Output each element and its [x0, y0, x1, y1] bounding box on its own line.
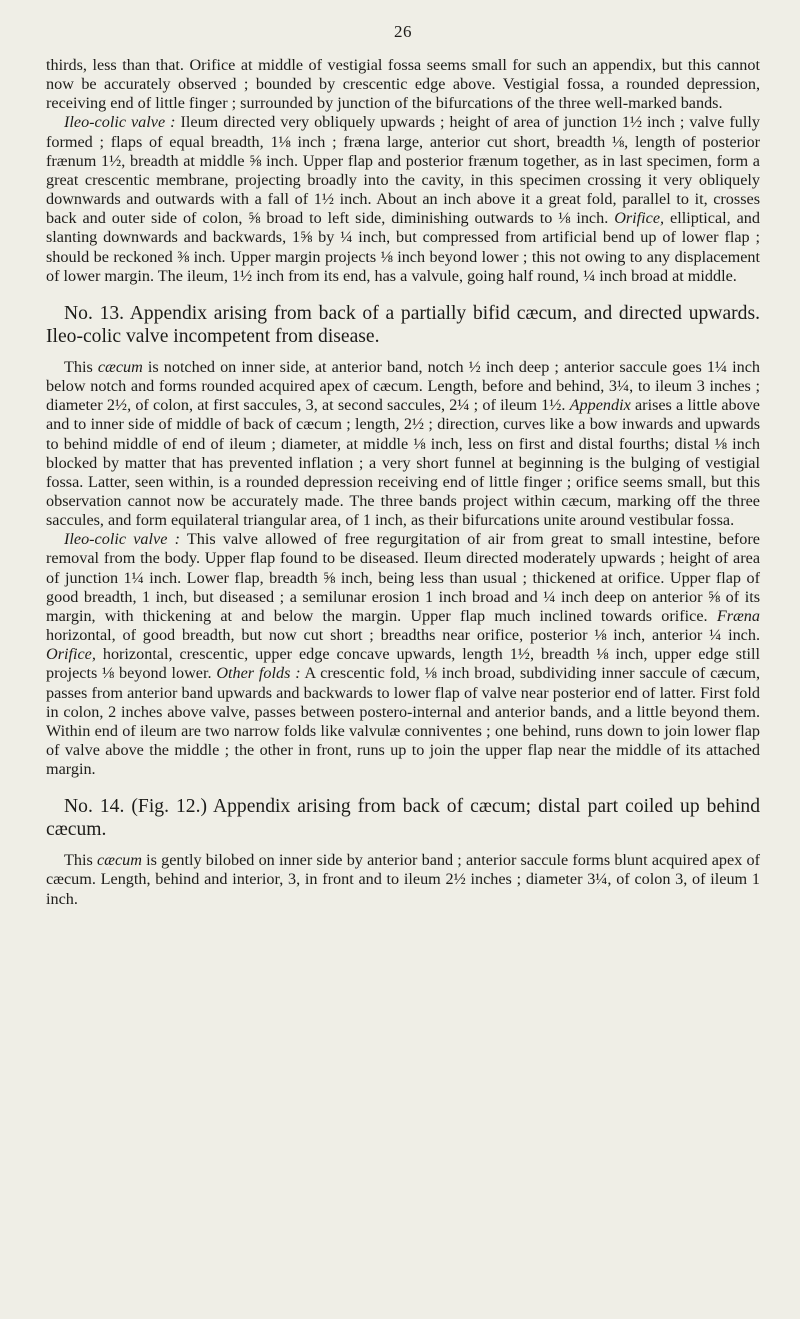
- page-number: 26: [394, 22, 412, 41]
- appendix-label: Appendix: [569, 396, 631, 415]
- paragraph-text: horizontal, of good breadth, but now cut short ; breadths near orifice, posterior ⅛ inch, anterior ¼ inch.: [46, 626, 760, 645]
- ileo-colic-valve-paragraph-13: [46, 530, 760, 779]
- paragraph-text: Ileum directed very obliquely upwards ; height of area of junction 1½ inch ; valve fully formed ; flaps of equal breadth, 1⅛ inch ; fræna large, anterior cut short, breadth ⅛, length of posterior frænum 1½, breadth at middle ⅝ inch. Upper flap and posterior frænum together, as in last specimen, form a great crescentic membrane, projecting broadly into the cavity, in this specimen crossing it very obliquely downwards and outwards with a fall of 1½ inch. About an inch above it a great fold, parallel to it, crosses back and outer side of colon, ⅝ broad to left side, diminishing outwards to ⅛ inch.: [46, 113, 760, 228]
- ileo-colic-label: Ileo-colic valve :: [64, 113, 176, 132]
- paragraph-text: arises a little above and to inner side of middle of back of cæcum ; length, 2½ ; direction, curves like a bow inwards and upwards to behind middle of end of ileum ; diameter, at middle ⅛ inch, less on first and distal fourths; distal ⅛ inch blocked by matter that has prevented inflation ; a very short funnel at beginning is the bulging of vestigial fossa. Latter, seen within, is a rounded depression receiving end of little finger ; orifice seems small, but this observation cannot now be accurately made. The three bands project within cæcum, marking off the three saccules, and form equilateral triangular area, of 1 inch, as their bifurcations unite around vestibular fossa.: [46, 396, 760, 530]
- paragraph-text: This: [64, 357, 98, 376]
- paragraph-text: This: [64, 851, 97, 870]
- orifice-label: Orifice,: [614, 209, 665, 228]
- intro-paragraph: thirds, less than that. Orifice at middle of vestigial fossa seems small for such an appendix, but this cannot now be accurately observed ; bounded by crescentic edge above. Vestigial fossa, a rounded depression, receiving end of little finger ; surrounded by junction of the bifurcations of the three well-marked bands.: [46, 56, 760, 113]
- orifice-label: Orifice,: [46, 645, 96, 664]
- paragraph-text: is gently bilobed on inner side by anterior band ; anterior saccule forms blunt acquired apex of cæcum. Length, behind and interior, 3, in front and to ileum 2½ inches ; diameter 3¼, of colon 3, of ileum 1 inch.: [46, 851, 760, 908]
- section-heading-13: No. 13. Appendix arising from back of a partially bifid cæcum, and directed upwards. Ileo-colic valve incompetent from disease.: [46, 302, 760, 347]
- ileo-colic-label: Ileo-colic valve :: [64, 530, 180, 549]
- caecum-paragraph-13: [46, 358, 760, 530]
- paragraph-text: is notched on inner side, at anterior band, notch ½ inch deep ; anterior saccule goes 1¼ inch below notch and forms rounded acquired apex of cæcum. Length, before and behind, 3¼, to ileum 3 inches ; diameter 2½, of colon, at first saccules, 3, at second saccules, 2¼ ; of ileum 1½.: [46, 357, 761, 415]
- ileo-colic-valve-paragraph-12: [46, 113, 760, 285]
- paragraph-text: elliptical, and slanting downwards and backwards, 1⅝ by ¼ inch, but compressed from artificial bend up of lower flap ; should be reckoned ⅜ inch. Upper margin projects ⅛ inch beyond lower ; this not owing to any displacement of lower margin. The ileum, 1½ inch from its end, has a valvule, going half round, ¼ inch broad at middle.: [46, 209, 760, 285]
- other-folds-label: Other folds :: [216, 664, 301, 683]
- section-heading-14: No. 14. (Fig. 12.) Appendix arising from back of cæcum; distal part coiled up behind cæcum.: [46, 796, 760, 841]
- caecum-label: cæcum: [96, 851, 142, 870]
- fraena-label: Fræna: [716, 606, 760, 625]
- caecum-paragraph-14: [46, 851, 760, 908]
- paragraph-text: A crescentic fold, ⅛ inch broad, subdividing inner saccule of cæcum, passes from anterior band upwards and backwards to lower flap of valve near posterior end of latter. First fold in colon, 2 inches above valve, passes between postero-internal and anterior bands, and a little beyond them. Within end of ileum are two narrow folds like valvulæ conniventes ; one behind, runs down to join lower flap of valve above the middle ; the other in front, runs up to join the upper flap near the middle of its attached margin.: [46, 664, 761, 779]
- caecum-label: cæcum: [97, 357, 143, 376]
- paragraph-text: horizontal, crescentic, upper edge concave upwards, length 1½, breadth ⅛ inch, upper edge still projects ⅛ beyond lower.: [46, 645, 760, 683]
- paragraph-text: This valve allowed of free regurgitation of air from great to small intestine, before removal from the body. Upper flap found to be diseased. Ileum directed moderately upwards ; height of area of junction 1¼ inch. Lower flap, breadth ⅝ inch, being less than usual ; thickened at orifice. Upper flap of good breadth, 1 inch, but diseased ; a semilunar erosion 1 inch broad and ¼ inch deep on anterior ⅝ of its margin, with thickening at and below the margin. Upper flap much inclined towards orifice.: [46, 530, 760, 625]
